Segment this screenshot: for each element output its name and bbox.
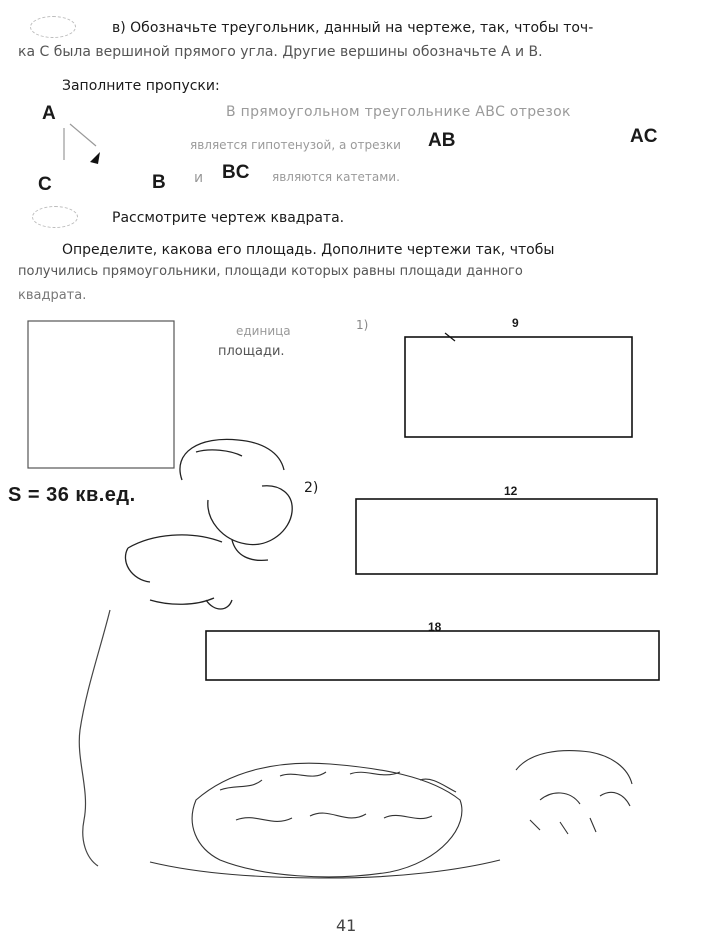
answer-leg-ac: AC <box>630 126 658 147</box>
blank-line4: являются катетами. <box>272 170 400 184</box>
rectangle-1 <box>405 337 632 437</box>
rectangle-3 <box>206 631 659 680</box>
task-a-line1: в) Обозначьте треугольник, данный на чертеже, так, чтобы точ- <box>112 20 594 36</box>
unit-label: единица <box>236 324 291 338</box>
page-number: 41 <box>336 916 357 935</box>
blank-line1: В прямоугольном треугольнике АВС отрезок <box>226 104 571 120</box>
fill-in-label: Заполните пропуски: <box>62 78 220 94</box>
task-b-heading: Рассмотрите чертеж квадрата. <box>112 210 345 226</box>
area-answer: S = 36 кв.ед. <box>8 484 136 506</box>
task-b-line2: получились прямоугольники, площади которых равны площади данного <box>18 264 523 279</box>
answer-leg-bc: BC <box>222 162 250 183</box>
answer-hypotenuse: AB <box>428 130 456 151</box>
rect3-width-label: 18 <box>428 620 442 634</box>
rect2-width-label: 12 <box>504 484 518 498</box>
blank-line3: и <box>194 170 204 186</box>
item-number-2: 2) <box>304 480 319 496</box>
bottom-scenery-illustration <box>150 751 632 878</box>
task-b-line1: Определите, какова его площадь. Дополните чертежи так, чтобы <box>62 242 555 258</box>
squirrel-illustration <box>125 439 292 609</box>
item-number-1: 1) <box>356 318 369 332</box>
blank-line2: является гипотенузой, а отрезки <box>190 138 401 152</box>
rectangle-2 <box>356 499 657 574</box>
task-b-line3: квадрата. <box>18 288 87 303</box>
given-square <box>28 321 174 468</box>
vertex-a-label: A <box>42 103 56 124</box>
rect1-width-label: 9 <box>512 316 519 330</box>
triangle-drawing <box>64 124 100 164</box>
vertex-c-label: C <box>38 174 52 195</box>
vine-illustration <box>79 610 110 866</box>
task-a-line2: ка С была вершиной прямого угла. Другие вершины обозначьте А и В. <box>18 44 543 60</box>
unit-label-2: площади. <box>218 344 285 359</box>
vertex-b-label: B <box>152 172 166 193</box>
